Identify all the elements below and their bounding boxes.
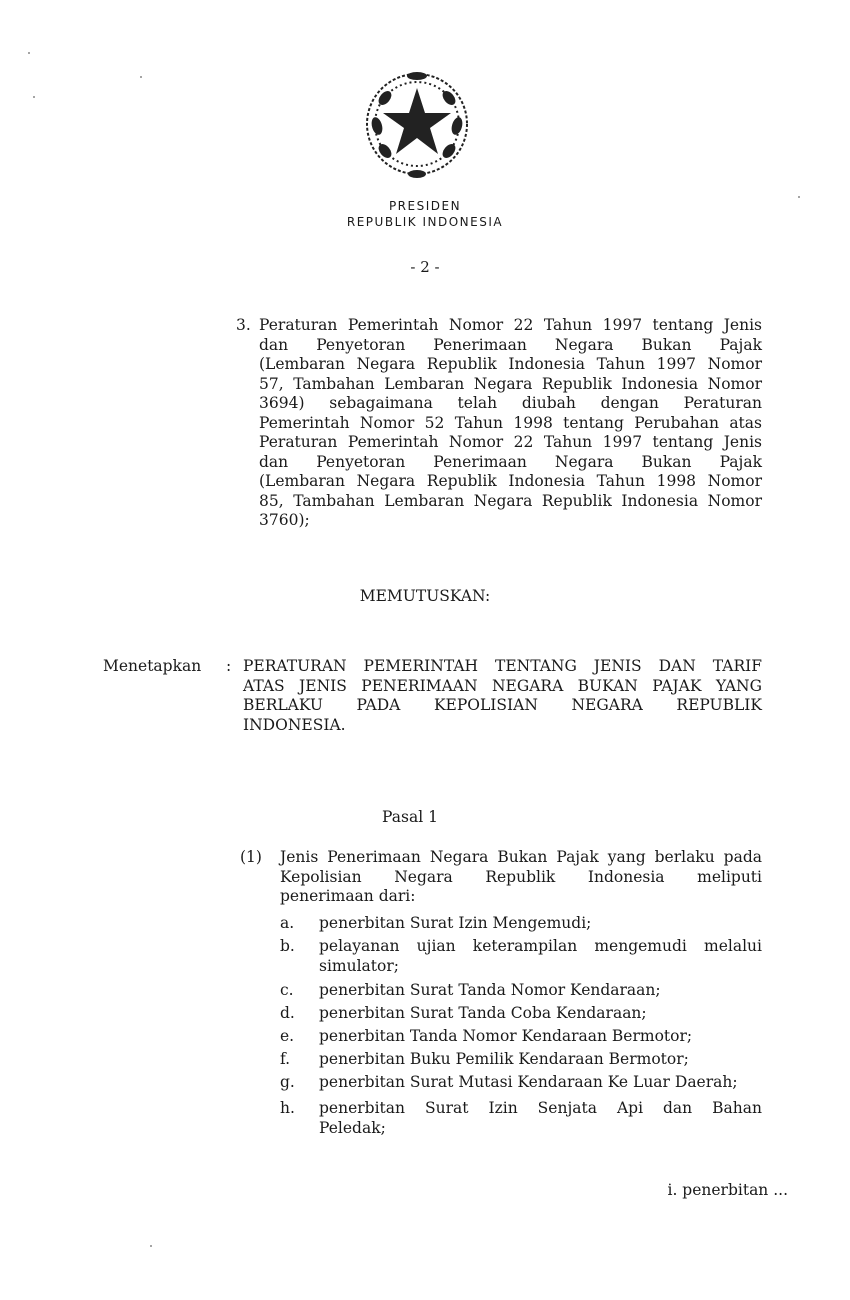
paragraph-3-line: Pemerintah Nomor 52 Tahun 1998 tentang Perubahan atas	[259, 413, 762, 432]
paragraph-3-line: 3694) sebagaimana telah diubah dengan Peraturan	[259, 394, 762, 412]
list-item-text	[319, 1073, 762, 1093]
ayat-line: penerimaan dari:	[280, 887, 416, 905]
list-item-line: simulator;	[319, 956, 399, 975]
list-item-letter: g.	[280, 1073, 295, 1091]
scan-speck	[150, 1245, 152, 1247]
header-line-presiden: PRESIDEN	[388, 199, 462, 213]
list-item-text	[319, 1050, 762, 1070]
menetapkan-text	[243, 657, 762, 735]
list-item-text	[319, 1027, 762, 1047]
list-item-letter: c.	[280, 981, 294, 999]
memutuskan-heading: MEMUTUSKAN:	[359, 587, 491, 605]
list-item-letter: d.	[280, 1004, 295, 1022]
header-line-republik: REPUBLIK INDONESIA	[346, 215, 504, 229]
list-item-letter: b.	[280, 937, 295, 955]
list-item-line: penerbitan Tanda Nomor Kendaraan Bermotor;	[319, 1027, 693, 1045]
scan-speck	[140, 76, 142, 78]
paragraph-3-line: dan Penyetoran Penerimaan Negara Bukan Pajak	[259, 452, 762, 471]
ayat-number: (1)	[240, 848, 262, 866]
ayat-line: Kepolisian Negara Republik Indonesia meliputi	[280, 867, 762, 886]
paragraph-3-line: (Lembaran Negara Republik Indonesia Tahun 1998 Nomor	[259, 472, 762, 490]
list-item-line: Peledak;	[319, 1118, 386, 1137]
paragraph-3-text	[259, 316, 762, 531]
list-item-line: pelayanan ujian keterampilan mengemudi melalui	[319, 937, 762, 955]
paragraph-3-number: 3.	[236, 316, 251, 334]
list-item-text	[319, 981, 762, 1001]
paragraph-3-line: 3760);	[259, 511, 310, 529]
paragraph-3-line: Peraturan Pemerintah Nomor 22 Tahun 1997 tentang Jenis	[259, 316, 762, 334]
list-item-letter: f.	[280, 1050, 291, 1068]
list-item-text	[319, 937, 762, 976]
paragraph-3-line: (Lembaran Negara Republik Indonesia Tahun 1997 Nomor	[259, 355, 762, 373]
menetapkan-line: INDONESIA.	[243, 715, 346, 734]
menetapkan-line: BERLAKU PADA KEPOLISIAN NEGARA REPUBLIK	[243, 696, 762, 714]
list-item-line: penerbitan Surat Mutasi Kendaraan Ke Luar Daerah;	[319, 1073, 738, 1091]
pasal-title: Pasal 1	[382, 808, 438, 826]
list-item-line: penerbitan Surat Tanda Coba Kendaraan;	[319, 1004, 647, 1022]
list-item-letter: h.	[280, 1099, 295, 1117]
list-item-line: penerbitan Surat Izin Mengemudi;	[319, 914, 592, 932]
scan-speck	[798, 196, 800, 198]
list-item-line: penerbitan Surat Izin Senjata Api dan Bahan	[319, 1099, 762, 1117]
paragraph-3-line: 85, Tambahan Lembaran Negara Republik Indonesia Nomor	[259, 491, 762, 510]
list-item-line: penerbitan Surat Tanda Nomor Kendaraan;	[319, 981, 661, 999]
ayat-line: Jenis Penerimaan Negara Bukan Pajak yang berlaku pada	[280, 848, 762, 866]
list-item-letter: a.	[280, 914, 295, 932]
menetapkan-line: PERATURAN PEMERINTAH TENTANG JENIS DAN TARIF	[243, 657, 762, 675]
list-item-line: penerbitan Buku Pemilik Kendaraan Bermotor;	[319, 1050, 689, 1068]
list-item-text	[319, 914, 762, 934]
continuation-catchword: i. penerbitan ...	[667, 1181, 788, 1199]
paragraph-3-line: Peraturan Pemerintah Nomor 22 Tahun 1997 tentang Jenis	[259, 433, 762, 451]
paragraph-3-line: dan Penyetoran Penerimaan Negara Bukan Pajak	[259, 335, 762, 354]
paragraph-3-line: 57, Tambahan Lembaran Negara Republik Indonesia Nomor	[259, 374, 762, 393]
list-item-text	[319, 1004, 762, 1024]
menetapkan-line: ATAS JENIS PENERIMAAN NEGARA BUKAN PAJAK YANG	[243, 676, 762, 695]
presidential-emblem-icon	[355, 66, 479, 184]
scan-speck	[28, 52, 30, 54]
ayat-text	[280, 848, 762, 907]
scan-speck	[33, 96, 35, 98]
list-item-letter: e.	[280, 1027, 295, 1045]
menetapkan-label: Menetapkan	[103, 657, 202, 675]
page-number: - 2 -	[410, 258, 440, 276]
menetapkan-colon: :	[226, 657, 232, 675]
list-item-text	[319, 1099, 762, 1138]
